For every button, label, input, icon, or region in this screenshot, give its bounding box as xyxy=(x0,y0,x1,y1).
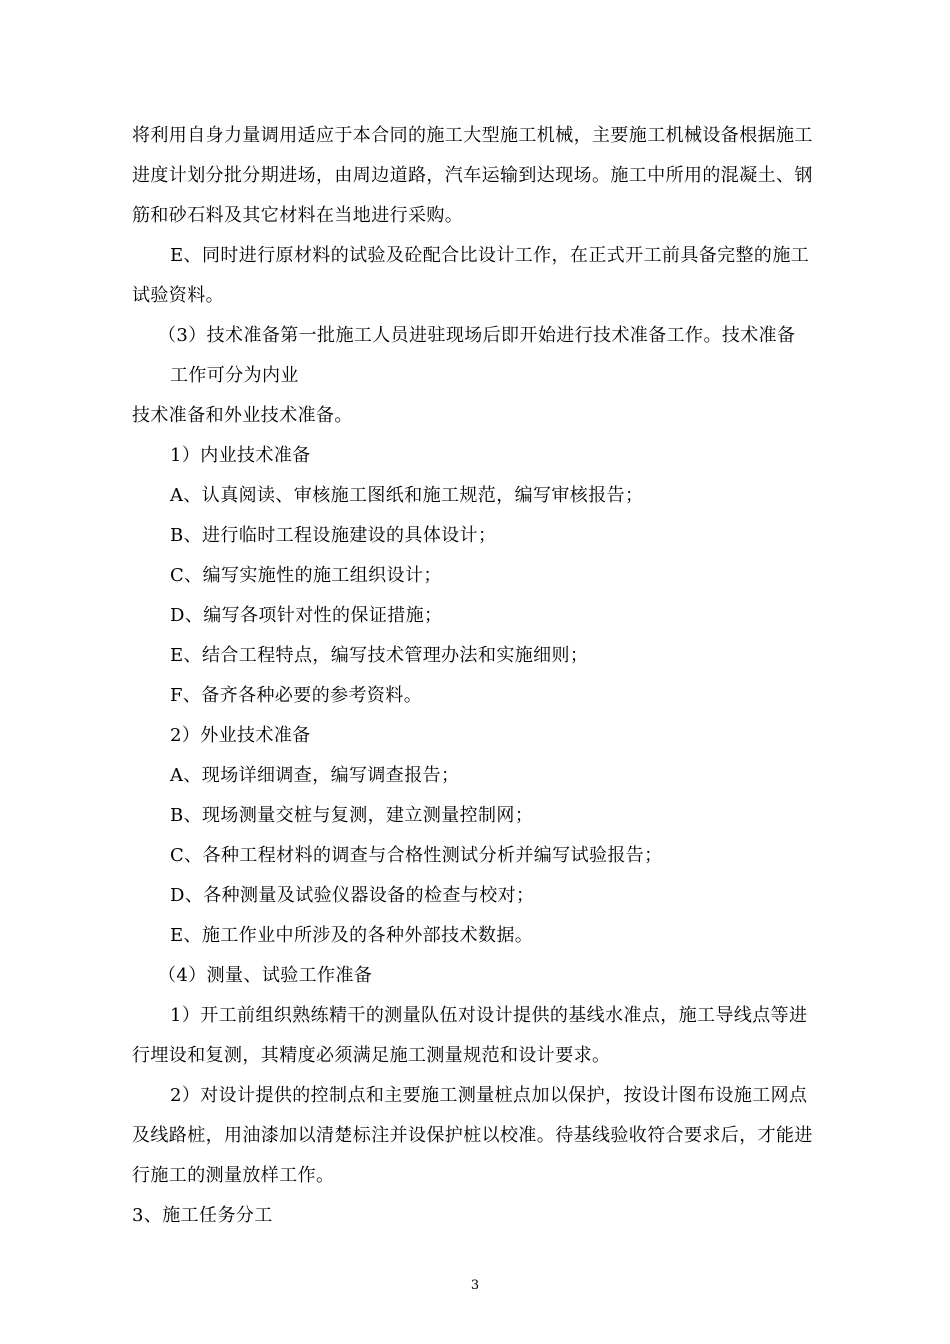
body-text-line: 试验资料。 xyxy=(132,285,224,306)
list-item: D、各种测量及试验仪器设备的检查与校对； xyxy=(170,885,535,906)
body-text-line: 1）开工前组织熟练精干的测量队伍对设计提供的基线水准点，施工导线点等进 xyxy=(170,1005,808,1026)
section-heading: （3）技术准备第一批施工人员进驻现场后即开始进行技术准备工作。技术准备 xyxy=(158,325,796,346)
body-text-line: E、同时进行原材料的试验及砼配合比设计工作，在正式开工前具备完整的施工 xyxy=(170,245,810,266)
body-text-line: 行埋设和复测，其精度必须满足施工测量规范和设计要求。 xyxy=(132,1045,611,1066)
page-number: 3 xyxy=(470,1278,480,1293)
body-text-line: 2）对设计提供的控制点和主要施工测量桩点加以保护，按设计图布设施工网点 xyxy=(170,1085,808,1106)
list-item: E、结合工程特点，编写技术管理办法和实施细则； xyxy=(170,645,589,666)
body-text-line: 技术准备和外业技术准备。 xyxy=(132,405,353,426)
section-heading: 3、施工任务分工 xyxy=(132,1205,273,1226)
list-item: A、现场详细调查，编写调查报告； xyxy=(170,765,460,786)
body-text-line: 工作可分为内业 xyxy=(170,365,299,386)
subsection-heading: 2）外业技术准备 xyxy=(170,725,311,746)
body-text-line: 行施工的测量放样工作。 xyxy=(132,1165,335,1186)
list-item: B、现场测量交桩与复测，建立测量控制网； xyxy=(170,805,534,826)
list-item: C、各种工程材料的调查与合格性测试分析并编写试验报告； xyxy=(170,845,663,866)
list-item: E、施工作业中所涉及的各种外部技术数据。 xyxy=(170,925,534,946)
list-item: F、备齐各种必要的参考资料。 xyxy=(170,685,423,706)
body-text-line: 及线路桩，用油漆加以清楚标注并设保护桩以校准。待基线验收符合要求后，才能进 xyxy=(132,1125,813,1146)
subsection-heading: 1）内业技术准备 xyxy=(170,445,311,466)
section-heading: （4）测量、试验工作准备 xyxy=(158,965,373,986)
body-text-line: 将利用自身力量调用适应于本合同的施工大型施工机械，主要施工机械设备根据施工 xyxy=(132,125,813,146)
body-text-line: 筋和砂石料及其它材料在当地进行采购。 xyxy=(132,205,464,226)
list-item: B、进行临时工程设施建设的具体设计； xyxy=(170,525,497,546)
list-item: C、编写实施性的施工组织设计； xyxy=(170,565,442,586)
list-item: A、认真阅读、审核施工图纸和施工规范，编写审核报告； xyxy=(170,485,644,506)
list-item: D、编写各项针对性的保证措施； xyxy=(170,605,443,626)
body-text-line: 进度计划分批分期进场，由周边道路，汽车运输到达现场。施工中所用的混凝土、钢 xyxy=(132,165,813,186)
